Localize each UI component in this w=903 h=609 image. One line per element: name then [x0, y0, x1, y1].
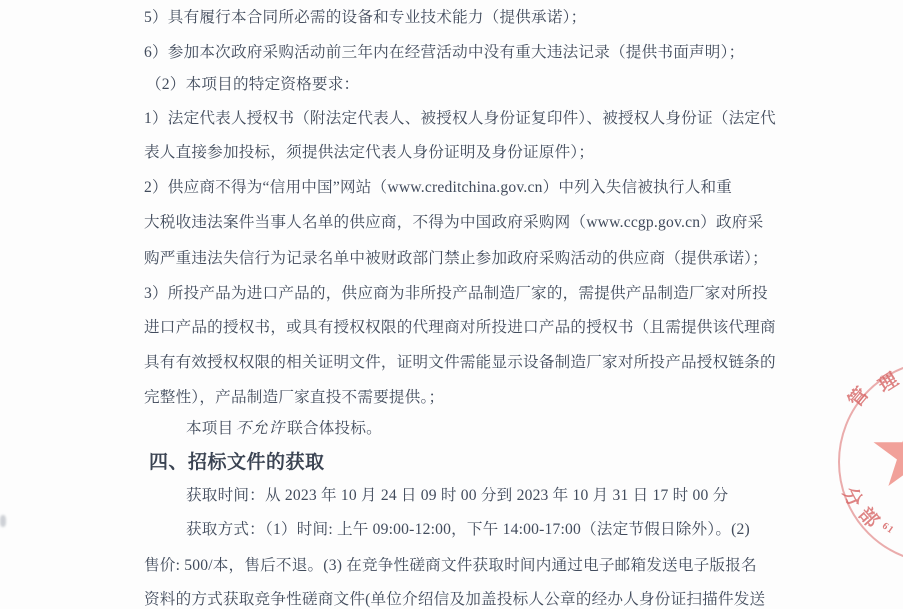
joint-bid-emphasis: 不允许 — [235, 420, 286, 437]
doc-line: 资料的方式获取竞争性磋商文件(单位介绍信及加盖投标人公章的经办人身份证扫描件发送 — [144, 591, 766, 608]
doc-line: 售价: 500/本，售后不退。(3) 在竞争性磋商文件获取时间内通过电子邮箱发送电子版报名 — [144, 557, 757, 574]
section-heading: 四、招标文件的获取 — [149, 452, 325, 473]
joint-bid-statement — [186, 418, 382, 440]
doc-line: 3）所投产品为进口产品的，供应商为非所投产品制造厂家的，需提供产品制造厂家对所投 — [144, 285, 768, 302]
joint-bid-prefix: 本项目 — [186, 420, 234, 437]
scan-speckle — [0, 515, 6, 527]
star-icon — [872, 415, 903, 493]
doc-line: 具有有效授权权限的相关证明文件，证明文件需能显示设备制造厂家对所投产品授权链条的 — [144, 354, 776, 371]
stamp-char: 分 — [838, 484, 866, 511]
doc-line: 2）供应商不得为“信用中国”网站（www.creditchina.gov.cn）中列入失信被执行人和重 — [144, 179, 733, 196]
doc-line: 进口产品的授权书，或具有授权权限的代理商对所投进口产品的授权书（且需提供该代理商 — [144, 319, 776, 336]
doc-line: 获取时间：从 2023 年 10 月 24 日 09 时 00 分到 2023 年 10 月 31 日 17 时 00 分 — [186, 487, 729, 504]
stamp-char: 理 — [874, 369, 903, 398]
doc-line: 购严重违法失信行为记录名单中被财政部门禁止参加政府采购活动的供应商（提供承诺）； — [144, 250, 768, 267]
stamp-serial: 61 — [879, 520, 897, 537]
stamp-char: 部 — [853, 503, 883, 532]
doc-line: 5）具有履行本合同所必需的设备和专业技术能力（提供承诺）； — [144, 9, 587, 26]
doc-line: 表人直接参加投标，须提供法定代表人身份证明及身份证原件）； — [144, 144, 595, 161]
doc-line: 1）法定代表人授权书（附法定代表人、被授权人身份证复印件）、被授权人身份证（法定代 — [144, 110, 776, 127]
joint-bid-suffix: 联合体投标。 — [287, 420, 382, 437]
doc-line: 完整性），产品制造厂家直投不需要提供。； — [144, 389, 445, 406]
official-stamp — [830, 355, 903, 570]
doc-line: 获取方式：（1）时间: 上午 09:00-12:00，下午 14:00-17:00（法定节假日除外）。(2) — [186, 521, 750, 538]
doc-line: 大税收违法案件当事人名单的供应商，不得为中国政府采购网（www.ccgp.gov.cn）政府采 — [144, 214, 764, 231]
doc-line: 6）参加本次政府采购活动前三年内在经营活动中没有重大违法记录（提供书面声明）； — [144, 44, 745, 61]
doc-line: （2）本项目的特定资格要求： — [146, 76, 360, 93]
stamp-char: 管 — [844, 383, 874, 412]
stamp-circle — [838, 360, 903, 564]
